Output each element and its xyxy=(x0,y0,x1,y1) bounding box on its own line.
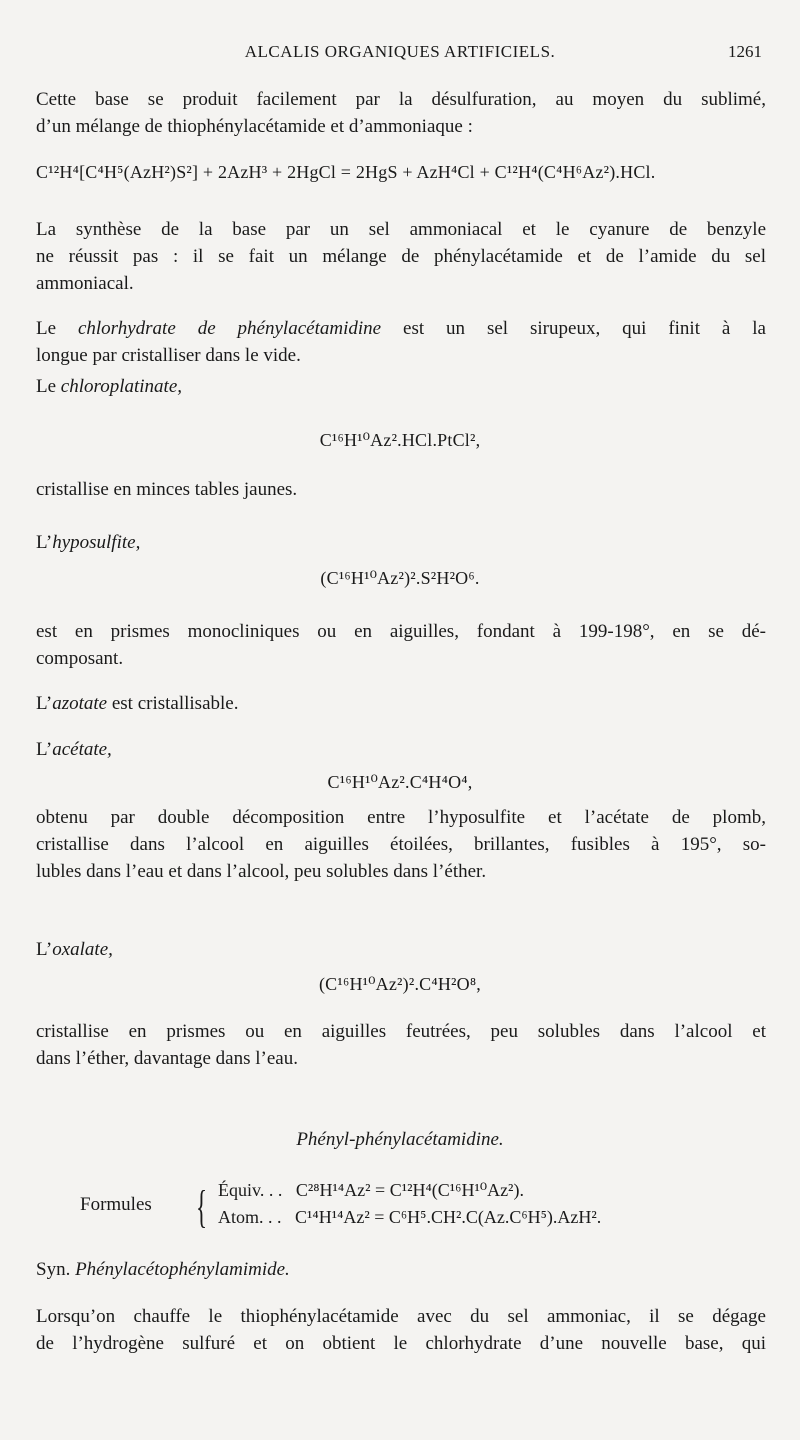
running-header xyxy=(0,40,800,68)
atom-label: Atom. . . xyxy=(218,1207,282,1227)
paragraph-line: ne réussit pas : il se fait un mélange de phénylacétamide et de l’amide du sel xyxy=(36,246,766,267)
paragraph-line: Le chlorhydrate de phénylacétamidine est un sel sirupeux, qui finit à la xyxy=(36,318,766,339)
equiv-label: Équiv. . . xyxy=(218,1180,283,1200)
paragraph-line: Lorsqu’on chauffe le thiophénylacétamide avec du sel ammoniac, il se dégage xyxy=(36,1306,766,1327)
paragraph-line: composant. xyxy=(36,648,124,669)
paragraph-line: L’hyposulfite, xyxy=(36,532,141,553)
formula: (C¹⁶H¹⁰Az²)².S²H²O⁶. xyxy=(320,568,480,588)
section-title: Phényl-phénylacétamidine. xyxy=(296,1129,504,1150)
italic-term: hyposulfite, xyxy=(52,532,141,553)
italic-term: chloroplatinate, xyxy=(60,376,182,397)
synonym-line: Syn. Phénylacétophénylamimide. xyxy=(36,1259,290,1280)
paragraph-line: cristallise en prismes ou en aiguilles feutrées, peu solubles dans l’alcool et xyxy=(36,1021,766,1042)
paragraph-line: longue par cristalliser dans le vide. xyxy=(36,345,301,366)
paragraph-line: cristallise dans l’alcool en aiguilles étoilées, brillantes, fusibles à 195°, so- xyxy=(36,834,766,855)
paragraph-line: L’acétate, xyxy=(36,739,112,760)
running-title: ALCALIS ORGANIQUES ARTIFICIELS. xyxy=(244,42,556,61)
paragraph-line: Le chloroplatinate, xyxy=(36,376,182,397)
atom-formula: C¹⁴H¹⁴Az² = C⁶H⁵.CH².C(Az.C⁶H⁵).AzH². xyxy=(295,1207,602,1227)
formula: C¹⁶H¹⁰Az².HCl.PtCl², xyxy=(319,430,481,450)
page-number: 1261 xyxy=(728,42,762,61)
equiv-row xyxy=(218,1180,524,1201)
italic-term: azotate xyxy=(52,693,108,714)
italic-term: Phénylacétophénylamimide. xyxy=(75,1259,290,1280)
formula: C¹⁶H¹⁰Az².C⁴H⁴O⁴, xyxy=(327,772,473,792)
paragraph-line: dans l’éther, davantage dans l’eau. xyxy=(36,1048,298,1069)
italic-term: acétate, xyxy=(52,739,112,760)
paragraph-line: ammoniacal. xyxy=(36,273,134,294)
paragraph-line: cristallise en minces tables jaunes. xyxy=(36,479,298,500)
formulas-block xyxy=(80,1180,780,1234)
paragraph-line: est en prismes monocliniques ou en aiguilles, fondant à 199-198°, en se dé- xyxy=(36,621,766,642)
paragraph-line: Cette base se produit facilement par la désulfuration, au moyen du sublimé, xyxy=(36,89,766,110)
atom-row xyxy=(218,1207,601,1228)
formulas-label: Formules xyxy=(80,1194,152,1215)
equation: C¹²H⁴[C⁴H⁵(AzH²)S²] + 2AzH³ + 2HgCl = 2HgS + AzH⁴Cl + C¹²H⁴(C⁴H⁶Az²).HCl. xyxy=(36,162,656,182)
italic-term: chlorhydrate de phénylacétamidine xyxy=(77,318,382,339)
italic-term: oxalate, xyxy=(52,939,113,960)
formula: (C¹⁶H¹⁰Az²)².C⁴H²O⁸, xyxy=(318,974,481,994)
paragraph-line: lubles dans l’eau et dans l’alcool, peu solubles dans l’éther. xyxy=(36,861,487,882)
equiv-formula: C²⁸H¹⁴Az² = C¹²H⁴(C¹⁶H¹⁰Az²). xyxy=(295,1180,524,1200)
paragraph-line: L’azotate est cristallisable. xyxy=(36,693,239,714)
paragraph-line: La synthèse de la base par un sel ammoniacal et le cyanure de benzyle xyxy=(36,219,766,240)
paragraph-line: de l’hydrogène sulfuré et on obtient le chlorhydrate d’une nouvelle base, qui xyxy=(36,1333,766,1354)
brace-icon: { xyxy=(196,1181,208,1232)
paragraph-line: d’un mélange de thiophénylacétamide et d’ammoniaque : xyxy=(36,116,473,137)
paragraph-line: obtenu par double décomposition entre l’hyposulfite et l’acétate de plomb, xyxy=(36,807,766,828)
paragraph-line: L’oxalate, xyxy=(36,939,113,960)
